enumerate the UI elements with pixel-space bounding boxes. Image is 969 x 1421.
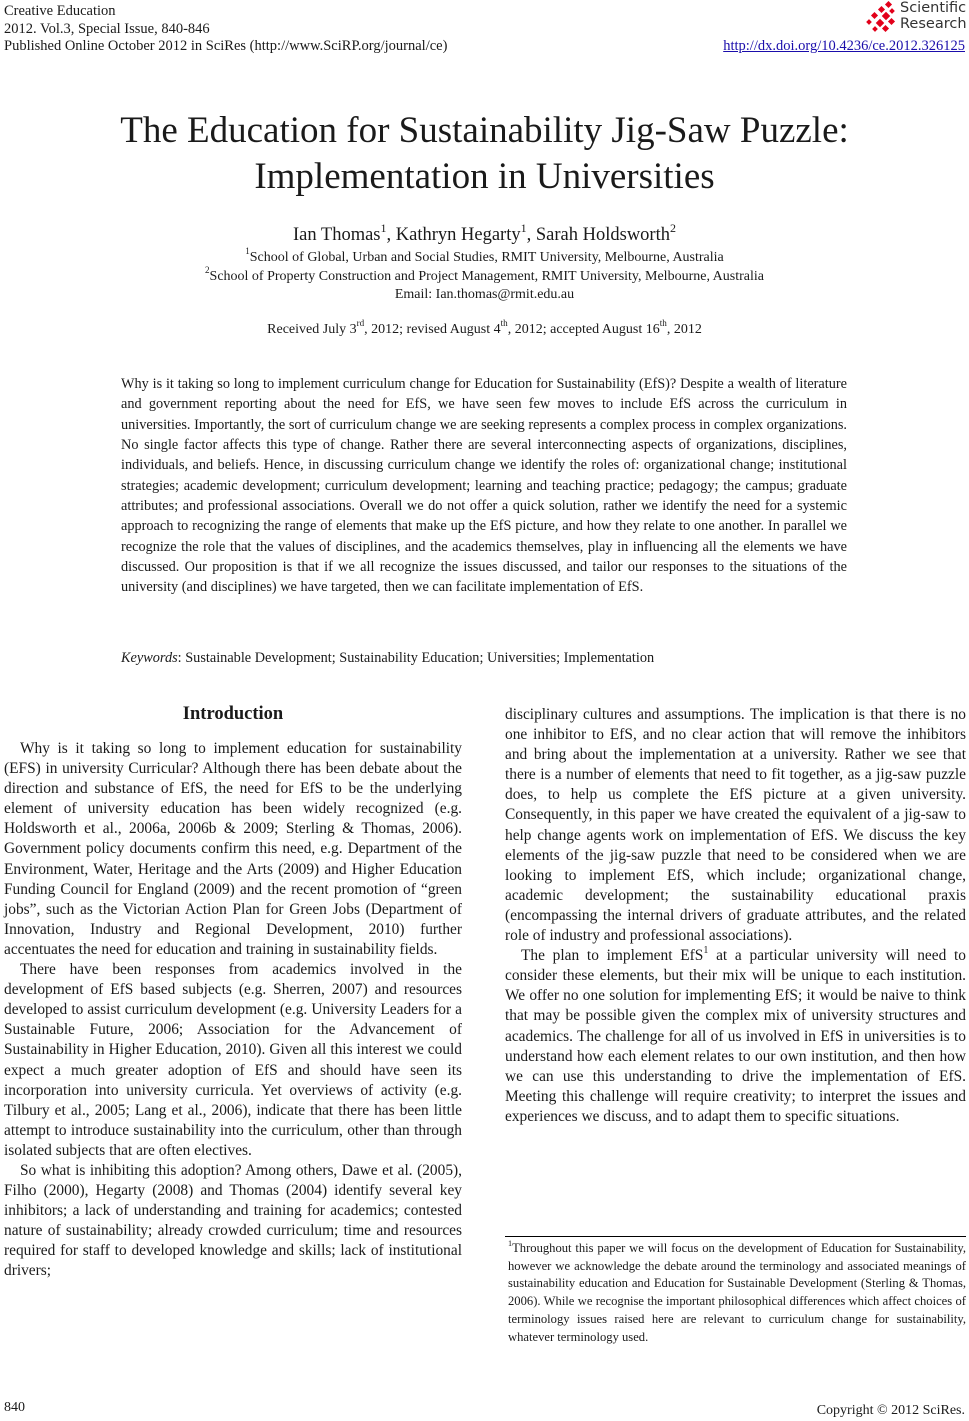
right-column	[505, 705, 966, 1127]
published-info: Published Online October 2012 in SciRes (http://www.SciRP.org/journal/ce)	[4, 38, 448, 54]
keywords-label: Keywords	[121, 650, 178, 666]
author: Sarah Holdsworth	[535, 225, 670, 245]
author-list: Ian Thomas$^1$, Kathryn Hegarty$^1$, Sarah Holdsworth$^2$	[292, 220, 676, 245]
author: Ian Thomas	[292, 225, 381, 245]
left-column	[4, 739, 462, 1282]
author: Kathryn Hegarty	[395, 225, 521, 245]
body-paragraph: disciplinary cultures and assumptions. The implication is that there is no one inhibitor to EfS, and no clear action that will remove the inhibitors and bring about the implementation at a university. Rather we see that there is a number of elements that need to fit together, as a jig-saw puzzle does, to help us complete the EfS picture at a given university. Consequently, in this paper we have created the equivalent of a jig-saw to help change agents work on implementation of EfS. We discuss the key elements of the jig-saw puzzle that need to be considered when we are looking to implement EfS, which include; organizational change, academic development; the sustainability educational praxis (encompassing the internal drivers of graduate attributes, and the related role of industry and professional associations).	[505, 706, 966, 945]
page-number: 840	[4, 1400, 25, 1415]
footnote: $^1$Throughout this paper we will focus on the development of Education for Sustainability, however we acknowledge the debate around the terminology and associated meanings of sustainability education and Education for Sustainable Development (Sterling & Thomas, 2006). While we recognise the important philosophical differences which affect choices of terminology issues raised here are relevant to curriculum change for sustainability, whatever terminology used.	[508, 1239, 966, 1344]
footnote-divider	[505, 1236, 966, 1237]
body-paragraph: There have been responses from academics involved in the development of EfS based subjects (e.g. Sherren, 2007) and resources developed to assist curriculum development (e.g. University Leaders for a Sustainable Future, 2006; Association for the Advancement of Sustainability in Higher Education, 2010). Given all this interest we could expect a much greater adoption of EfS and should have seen its incorporation into university curricula. Yet overviews of activity (e.g. Tilbury et al., 2005; Lang et al., 2006), indicate that there has been little attempt to introduce sustainability into the curriculum, other than through isolated subjects that are often electives.	[4, 961, 462, 1159]
doi-link[interactable]: http://dx.doi.org/10.4236/ce.2012.326125	[723, 38, 965, 54]
abstract: Why is it taking so long to implement curriculum change for Education for Sustainability (EfS)? Despite a wealth of literature and government reporting about the need for EfS, we have seen few moves to include EfS across the curriculum in universities. Importantly, the sort of curriculum change we are seeking represents a complex process in complex organizations. No single factor affects this type of change. Rather there are several interconnecting aspects of organizations, disciplines, individuals, and beliefs. Hence, in discussing curriculum change we identify the roles of: organizational change; institutional strategies; academic development; curriculum development; learning and teaching practice; pedagogy; the campus; graduate attributes; and professional associations. Overall we do not offer a quick solution, rather we identify the need for a systemic approach to recognizing the range of elements that make up the EfS picture, and how they relate to one another. In parallel we recognize the role that the values of disciplines, and the academics themselves, play in influencing all the elements we have discussed. Our proposition is that if we all recognize the issues discussed, and tailor our responses to the situations of the university (and disciplines) we have targeted, then we can facilitate implementation of EfS.	[121, 376, 847, 596]
copyright: Copyright © 2012 SciRes.	[816, 1403, 965, 1418]
affiliation-2: $^2$School of Property Construction and Project Management, RMIT University, Melbourne, Australia	[204, 265, 764, 284]
journal-name: Creative Education	[4, 3, 116, 19]
publisher-logo	[866, 0, 969, 36]
author-email: Email: Ian.thomas@rmit.edu.au	[394, 287, 575, 302]
publisher-name: Scientific Research	[900, 0, 967, 32]
section-heading: Introduction	[182, 704, 284, 724]
received-dates: Received July 3rd, 2012; revised August 4th, 2012; accepted August 16th, 2012	[267, 318, 702, 337]
body-paragraph: Why is it taking so long to implement education for sustainability (EFS) in university Curricular? Although there has been debate about the direction and substance of EfS, the need for EfS to be the underlying element of university education has been widely recognized (e.g. Holdsworth et al., 2006a, 2006b & 2009; Sterling & Thomas, 2006). Government policy documents confirm this need, e.g. Department of the Environment, Water, Heritage and the Arts (2009) and Higher Education Funding Council for England (2009) and the recent promotion of “green jobs”, such as the Victorian Action Plan for Green Jobs (Department of Innovation, Industry and Regional Development, 2010) further accentuates the need for education and training in sustainability fields.	[4, 740, 462, 958]
body-paragraph: So what is inhibiting this adoption? Among others, Dawe et al. (2005), Filho (2000), Hegarty (2008) and Thomas (2004) identify several key inhibitors; a lack of understanding and training for academics; contested nature of sustainability; already crowded curriculum; time and resources required for staff to developed knowledge and skills; lack of institutional drivers;	[4, 1161, 462, 1280]
affiliation-1: $^1$School of Global, Urban and Social Studies, RMIT University, Melbourne, Australia	[245, 246, 724, 265]
diamond-cluster-logo-icon	[866, 1, 900, 35]
footnote-ref[interactable]: 1	[703, 945, 709, 956]
journal-volume: 2012. Vol.3, Special Issue, 840-846	[4, 20, 210, 37]
body-paragraph: The plan to implement EfS$^1$ at a particular university will need to consider these elements, but their mix will be unique to each institution. We offer no one solution for implementing EfS; it would be naive to think that may be possible given the complex mix of university structures and academics. The challenge for all of us involved in EfS in universities is to understand how each element relates to our own institution, and then how we can use this understanding to drive the implementation of EfS. Meeting this challenge will require creativity; to interpret the issues and experiences we discuss, and to adapt them to specific situations.	[505, 945, 966, 1125]
keywords: Keywords: Sustainable Development; Sustainability Education; Universities; Implementation	[121, 650, 655, 666]
journal-header	[4, 3, 447, 56]
paper-title: The Education for Sustainability Jig-Saw Puzzle: Implementation in Universities	[120, 110, 849, 197]
